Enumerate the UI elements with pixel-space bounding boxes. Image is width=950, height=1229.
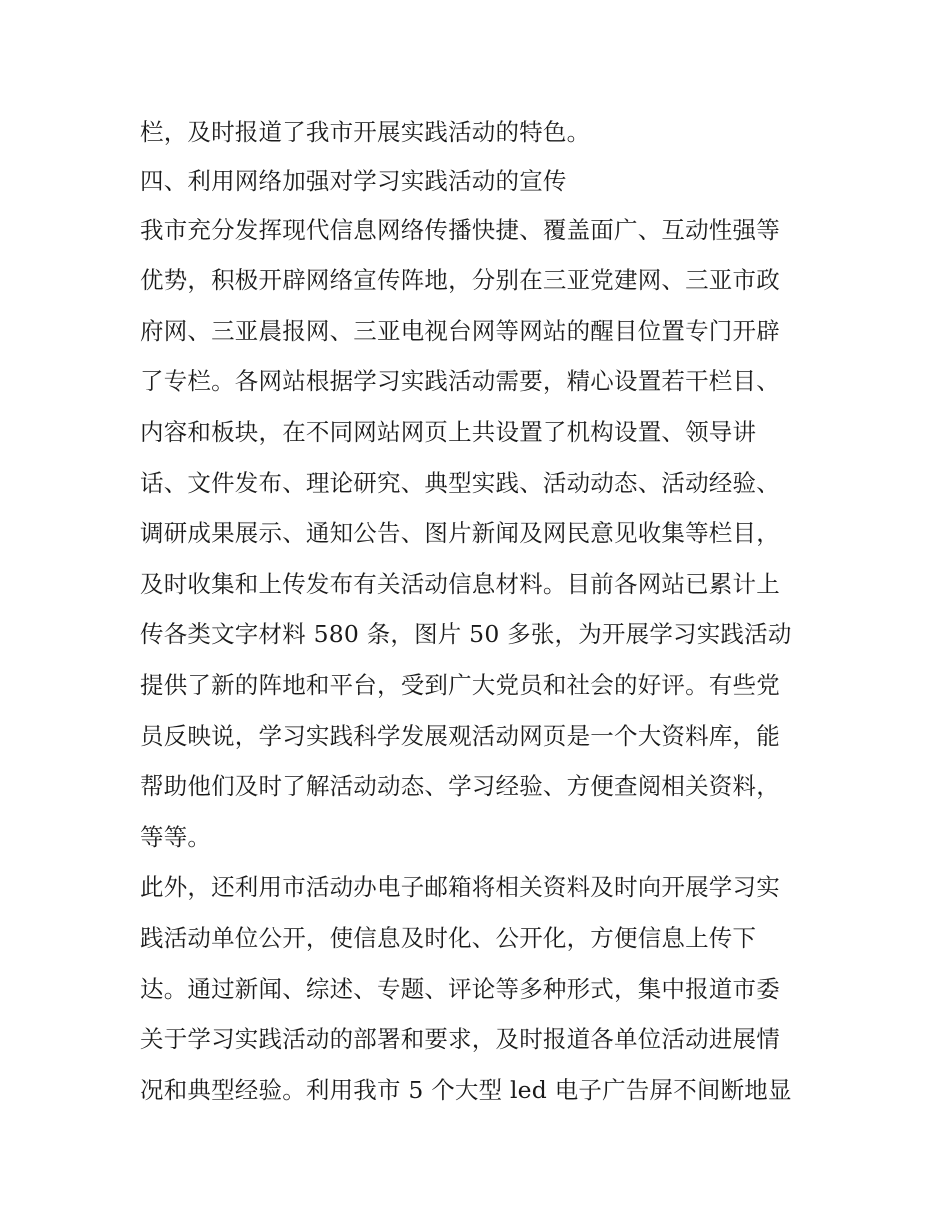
text-line: 传各类文字材料 580 条，图片 50 多张，为开展学习实践活动 [140, 620, 792, 649]
text-line: 调研成果展示、通知公告、图片新闻及网民意见收集等栏目， [140, 519, 780, 548]
body-text [140, 107, 820, 1115]
text-line: 栏，及时报道了我市开展实践活动的特色。 [140, 118, 591, 146]
text-line: 此外，还利用市活动办电子邮箱将相关资料及时向开展学习实 [140, 873, 780, 902]
text-line: 关于学习实践活动的部署和要求，及时报道各单位活动进展情 [140, 1025, 780, 1054]
text-line: 优势，积极开辟网络宣传阵地，分别在三亚党建网、三亚市政 [140, 266, 780, 295]
text-line: 我市充分发挥现代信息网络传播快捷、覆盖面广、互动性强等 [140, 215, 780, 244]
text-line: 等等。 [140, 822, 212, 851]
text-line: 府网、三亚晨报网、三亚电视台网等网站的醒目位置专门开辟 [140, 316, 780, 345]
text-line: 达。通过新闻、综述、专题、评论等多种形式，集中报道市委 [140, 974, 780, 1003]
section-heading: 四、利用网络加强对学习实践活动的宣传 [140, 166, 567, 195]
text-line: 及时收集和上传发布有关活动信息材料。目前各网站已累计上 [140, 569, 780, 598]
text-line: 况和典型经验。利用我市 5 个大型 led 电子广告屏不间断地显 [140, 1075, 792, 1104]
text-line: 践活动单位公开，使信息及时化、公开化，方便信息上传下 [140, 923, 757, 952]
text-line: 提供了新的阵地和平台，受到广大党员和社会的好评。有些党 [140, 670, 780, 699]
text-line: 员反映说，学习实践科学发展观活动网页是一个大资料库，能 [140, 721, 780, 750]
text-line: 帮助他们及时了解活动动态、学习经验、方便查阅相关资料， [140, 772, 780, 801]
text-line: 内容和板块，在不同网站网页上共设置了机构设置、领导讲 [140, 417, 757, 446]
text-line: 了专栏。各网站根据学习实践活动需要，精心设置若干栏目、 [140, 367, 780, 396]
text-line: 话、文件发布、理论研究、典型实践、活动动态、活动经验、 [140, 468, 780, 497]
